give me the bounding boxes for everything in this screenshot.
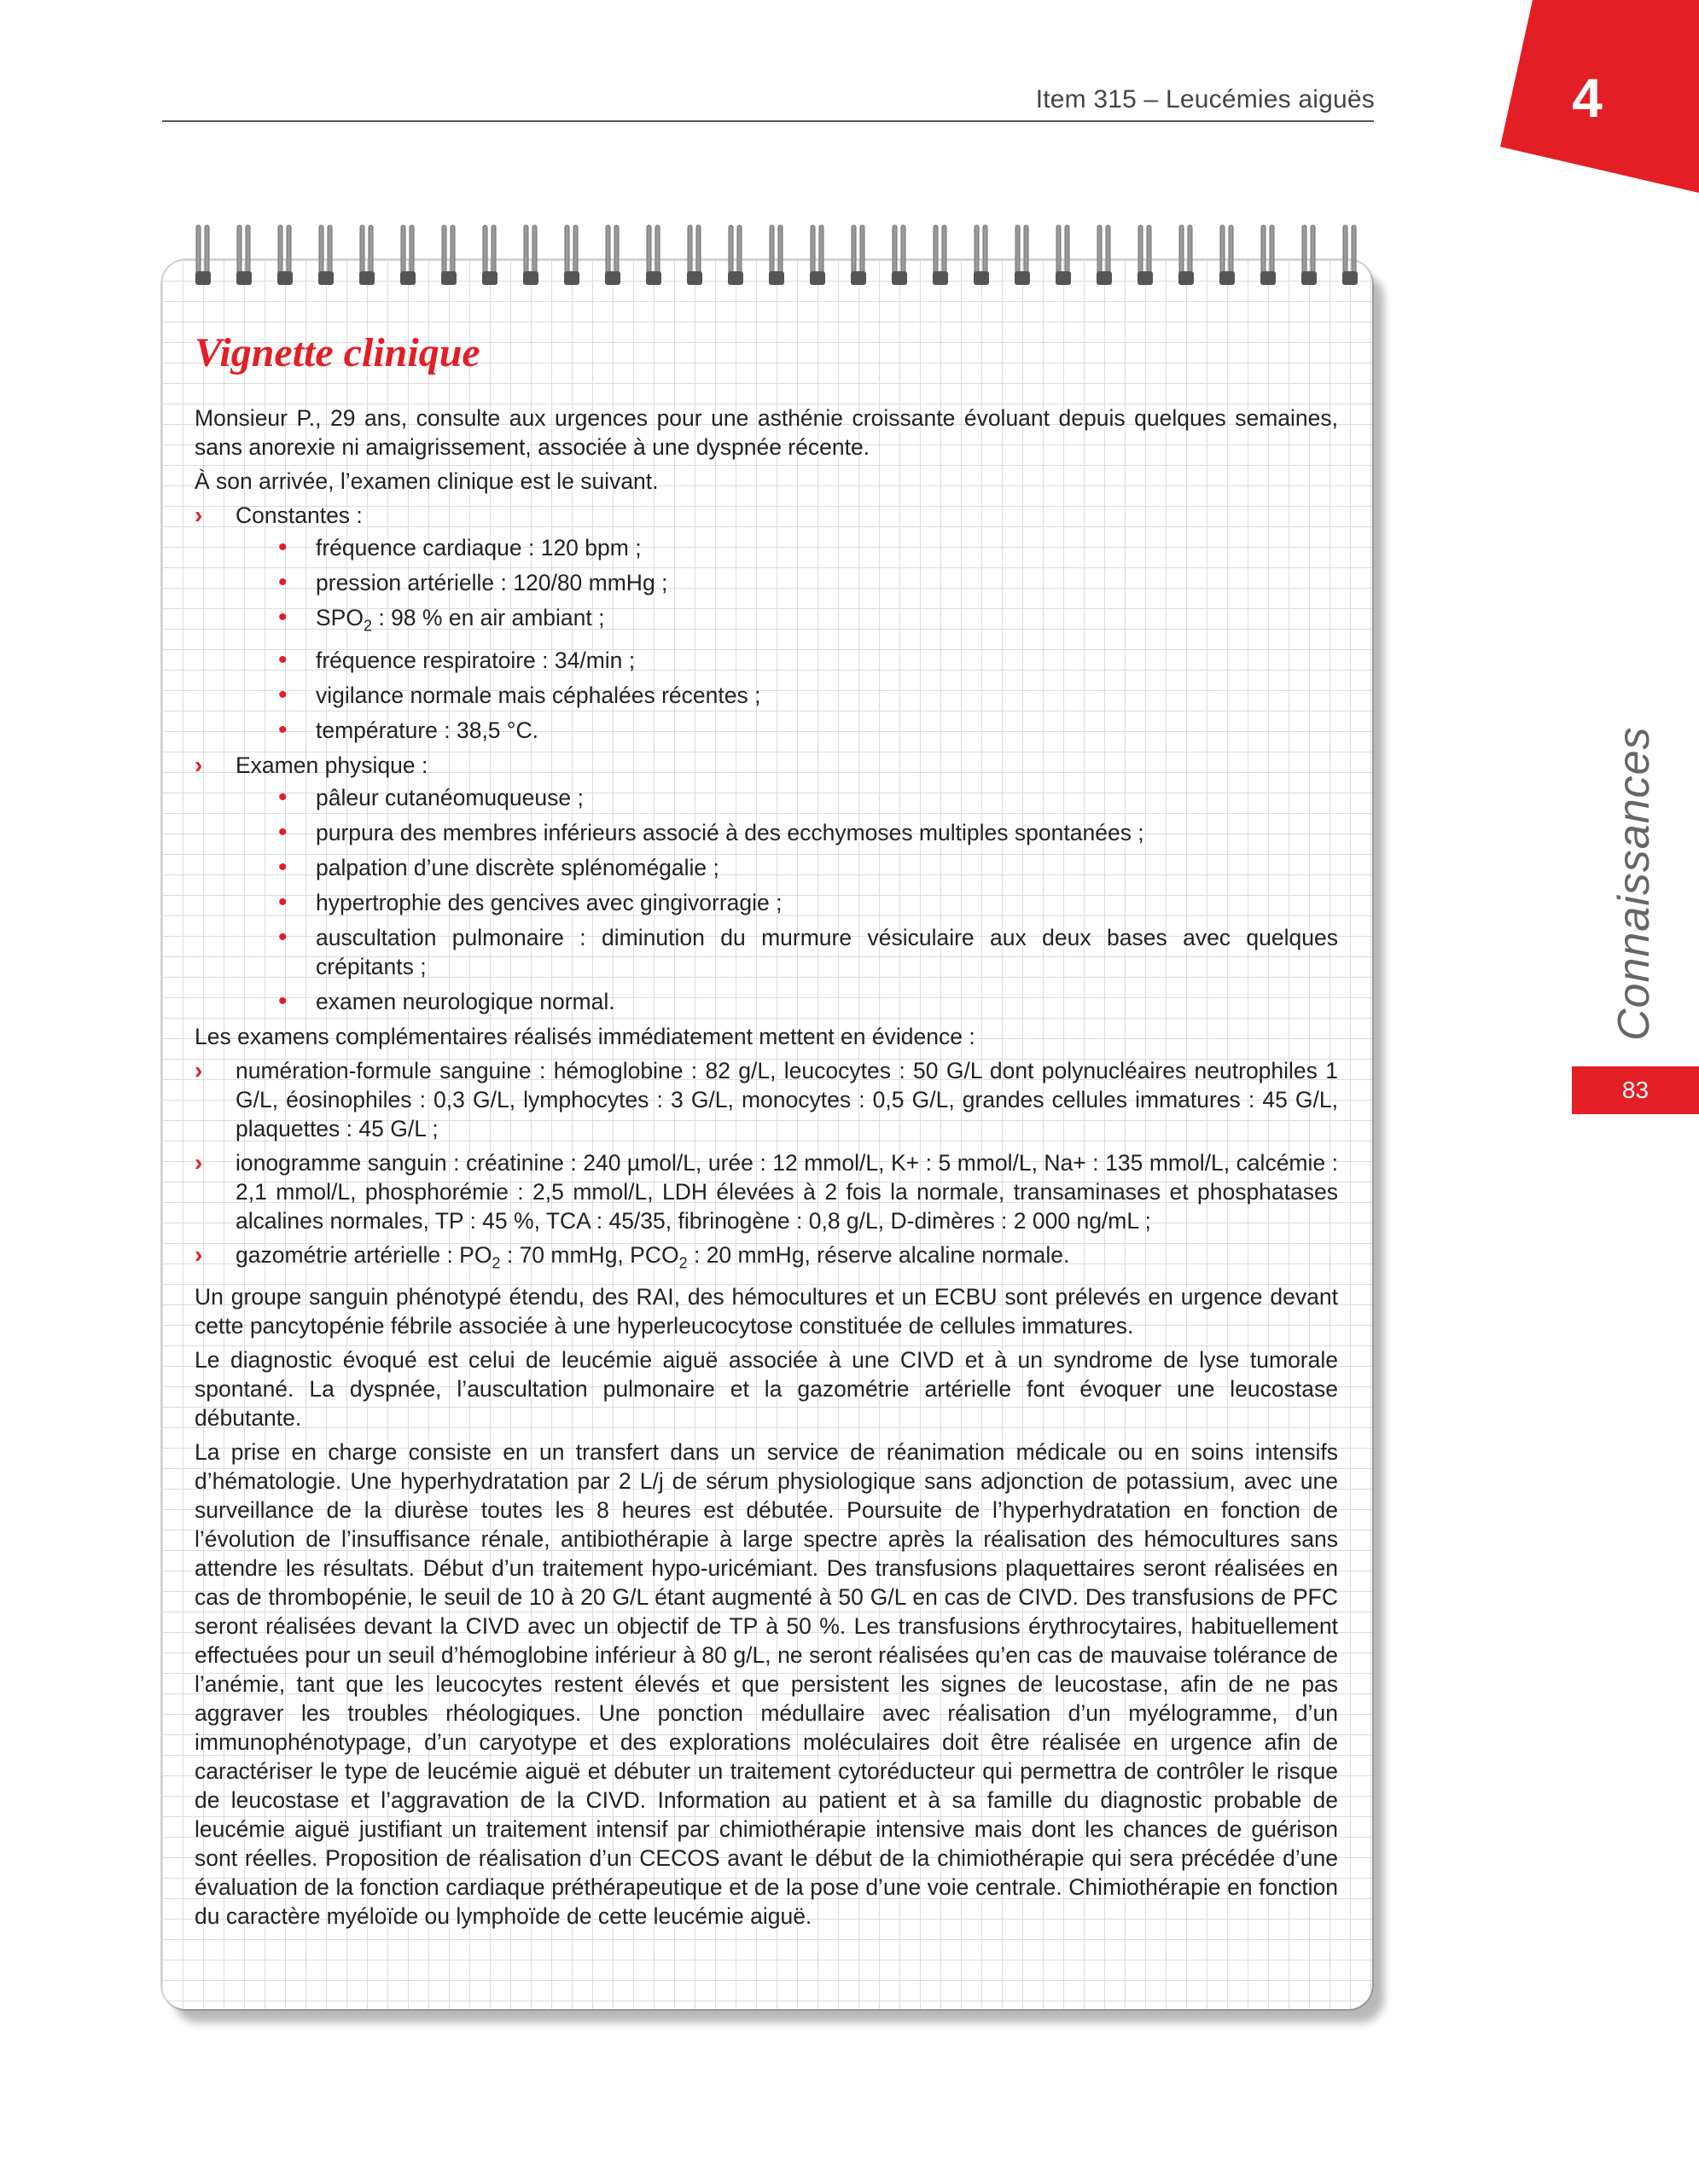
diagnostic-paragraph: Le diagnostic évoqué est celui de leucémie aiguë associée à une CIVD et à un syndrome de lyse tumorale spontané. La dyspnée, l’auscultation pulmonaire et la gazométrie artérielle font évoquer une leucostase débutante. (195, 1347, 1338, 1432)
bullet-icon: • (278, 986, 288, 1015)
clinical-vignette-card (162, 260, 1372, 2009)
spiral-ring (1219, 225, 1235, 285)
bullet-icon: • (278, 645, 288, 674)
spiral-ring (482, 225, 497, 285)
examen-label: Examen physique : (236, 752, 428, 778)
bullet-icon: • (278, 782, 288, 811)
bullet-icon: • (278, 817, 288, 846)
list-item-nfs: › numération-formule sanguine : hémoglobine : 82 g/L, leucocytes : 50 G/L dont polynucléaires neutrophiles 1 G/L, éosinophiles : 0,3 G/L, lymphocytes : 3 G/L, monocytes : 0,5 G/L, grandes cellules immatures : 45 G/L, plaquettes : 45 G/L ; (195, 1056, 1338, 1141)
list-item: • température : 38,5 °C. (278, 715, 539, 744)
spiral-ring (1015, 225, 1030, 285)
list-item-examen (195, 751, 1338, 1016)
chevron-icon: › (195, 501, 203, 528)
spiral-ring (810, 225, 825, 285)
bullet-icon: • (278, 922, 288, 951)
chevron-icon: › (195, 751, 203, 778)
page-number: 83 (1572, 1066, 1699, 1114)
header-rule (162, 120, 1374, 122)
list-item: • vigilance normale mais céphalées récentes ; (278, 680, 761, 709)
bullet-icon: • (278, 602, 288, 631)
spiral-ring (933, 225, 948, 285)
spiral-ring (1260, 225, 1276, 285)
chevron-icon: › (195, 1240, 203, 1268)
prise-en-charge-paragraph: La prise en charge consiste en un transfert dans un service de réanimation médicale ou en soins intensifs d’hématologie. Une hyperhydratation par 2 L/j de sérum physiologique sans adjonction de potassium, avec une surveillance de la diurèse toutes les 8 heures est débutée. Poursuite de l’hyperhydratation en fonction de l’évolution de l’insuffisance rénale, antibiothérapie à large spectre après la réalisation des hémocultures sans attendre les résultats. Début d’un traitement hypo-uricémiant. Des transfusions plaquettaires seront réalisées en cas de thrombopénie, le seuil de 10 à 20 G/L étant augmenté à 50 G/L en cas de CIVD. Des transfusions de PFC seront réalisées devant la CIVD avec un objectif de TP à 50 %. Les transfusions érythrocytaires, habituellement effectuées pour un seuil d’hémoglobine inférieur à 80 g/L, ne seront réalisées qu’en cas de mauvaise tolérance de l’anémie, tant que les leucocytes restent élevés et que persistent les signes de leucostase, afin de ne pas aggraver les troubles rhéologiques. Une ponction médullaire avec réalisation d’un myélogramme, d’un immunophénotypage, d’un caryotype et des explorations moléculaires doit être réalisée en urgence afin de caractériser le type de leucémie aiguë et débuter un traitement cytoréducteur qui permettra de contrôler le risque de leucostase et l’aggravation de la CIVD. Information au patient et à sa famille du diagnostic probable de leucémie aiguë justifiant un traitement intensif par chimiothérapie intensive mais dont les chances de guérison sont réelles. Proposition de réalisation d’un CECOS avant le début de la chimiothérapie qui sera précédée d’une évaluation de la fonction cardiaque préthérapeutique et de la pose d’une voie centrale. Chimiothérapie en fonction du caractère myéloïde ou lymphoïde de cette leucémie aiguë. (195, 1439, 1338, 1930)
spiral-ring (195, 225, 211, 285)
list-item: • purpura des membres inférieurs associé à des ecchymoses multiples spontanées ; (278, 817, 1144, 846)
running-header-title: Item 315 – Leucémies aiguës (1035, 85, 1375, 113)
intro-paragraph: Monsieur P., 29 ans, consulte aux urgences pour une asthénie croissante évoluant depuis quelques semaines, sans anorexie ni amaigrissement, associée à une dyspnée récente. (195, 404, 1338, 460)
bullet-icon: • (278, 715, 288, 744)
list-item: • auscultation pulmonaire : diminution du murmure vésiculaire aux deux bases avec quelques crépitants ; (278, 922, 1338, 979)
intro-paragraph-2: À son arrivée, l’examen clinique est le suivant. (195, 468, 659, 494)
spiral-ring (1301, 225, 1317, 285)
spiral-ring (851, 225, 866, 285)
spiral-binding (162, 224, 1372, 296)
spiral-ring (318, 225, 334, 285)
spiral-ring (605, 225, 620, 285)
spiral-ring (277, 225, 293, 285)
spiral-ring (1342, 225, 1358, 285)
list-item: • pression artérielle : 120/80 mmHg ; (278, 567, 668, 596)
chapter-number: 4 (1572, 67, 1603, 129)
spiral-ring (359, 225, 375, 285)
constantes-list (236, 533, 1338, 745)
spiral-ring (400, 225, 416, 285)
list-item: • $SPO_2$ : 98 % en air ambiant ; (278, 602, 605, 634)
bullet-icon: • (278, 887, 288, 916)
spiral-ring (1097, 225, 1112, 285)
chevron-icon: › (195, 1056, 203, 1083)
examen-list (236, 783, 1338, 1016)
constantes-label: Constantes : (236, 502, 363, 528)
vignette-title: Vignette clinique (195, 330, 480, 375)
spiral-ring (564, 225, 579, 285)
groupe-paragraph: Un groupe sanguin phénotypé étendu, des RAI, des hémocultures et un ECBU sont prélevés en urgence devant cette pancytopénie fébrile associée à une hyperleucocytose constituée de cellules immatures. (195, 1284, 1338, 1339)
bullet-icon: • (278, 852, 288, 881)
spiral-ring (769, 225, 784, 285)
spiral-ring (441, 225, 457, 285)
clinical-list (195, 501, 1338, 1016)
list-item: • palpation d’une discrète splénomégalie ; (278, 852, 719, 881)
examens-intro: Les examens complémentaires réalisés immédiatement mettent en évidence : (195, 1023, 975, 1049)
spiral-ring (1056, 225, 1071, 285)
list-item: • fréquence cardiaque : 120 bpm ; (278, 532, 642, 561)
spiral-ring (728, 225, 743, 285)
section-side-label: Connaissances (1609, 726, 1659, 1041)
spiral-ring (1178, 225, 1194, 285)
spiral-ring (523, 225, 538, 285)
spiral-ring (974, 225, 989, 285)
examens-list (195, 1056, 1338, 1277)
list-item-gazometrie: › gazométrie artérielle : $PO_2$ : 70 mmHg, $PCO_2$ : 20 mmHg, réserve alcaline normale. (195, 1240, 1070, 1272)
list-item-ionogramme: › ionogramme sanguin : créatinine : 240 µmol/L, urée : 12 mmol/L, K+ : 5 mmol/L, Na+ : 135 mmol/L, calcémie : 2,1 mmol/L, phosphorémie : 2,5 mmol/L, LDH élevées à 2 fois la normale, transaminases et phosphatases alcalines normales, TP : 45 %, TCA : 45/35, fibrinogène : 0,8 g/L, D-dimères : 2 000 ng/mL ; (195, 1148, 1338, 1234)
spiral-ring (236, 225, 252, 285)
spiral-ring (1138, 225, 1153, 285)
spiral-ring (646, 225, 661, 285)
bullet-icon: • (278, 532, 288, 561)
bullet-icon: • (278, 567, 288, 596)
spiral-ring (892, 225, 907, 285)
spiral-ring (687, 225, 702, 285)
bullet-icon: • (278, 680, 288, 709)
list-item: • hypertrophie des gencives avec gingivorragie ; (278, 887, 783, 916)
list-item: • examen neurologique normal. (278, 986, 615, 1015)
chevron-icon: › (195, 1148, 203, 1176)
list-item: • fréquence respiratoire : 34/min ; (278, 645, 636, 674)
vignette-content (195, 328, 1338, 1936)
list-item: • pâleur cutanéomuqueuse ; (278, 782, 584, 811)
list-item-constantes (195, 501, 1338, 745)
